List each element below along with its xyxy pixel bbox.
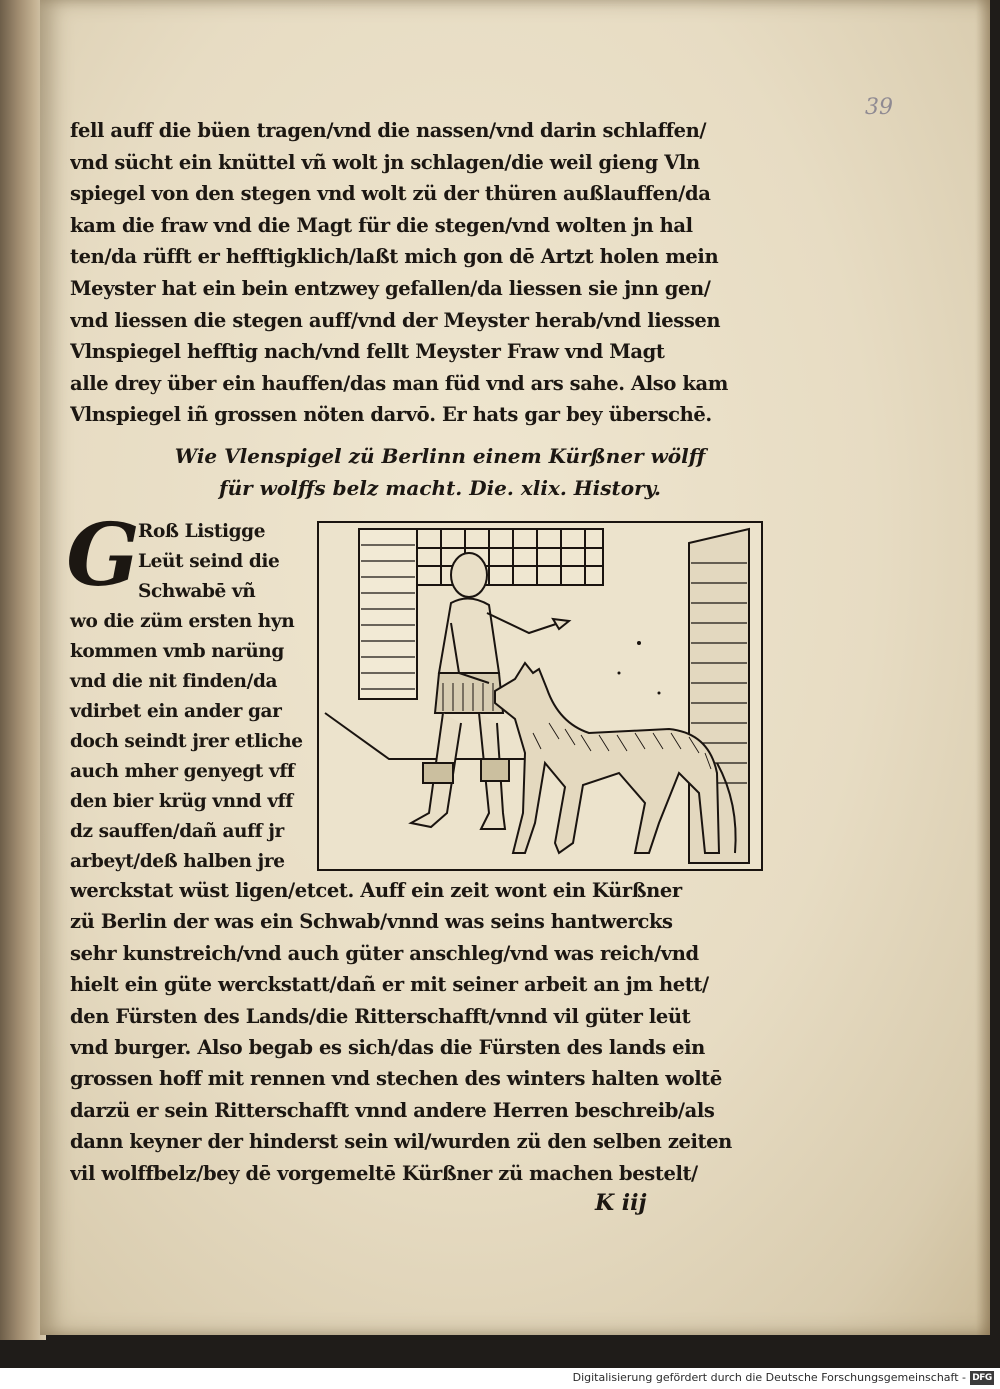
footer-bar bbox=[0, 1368, 1000, 1389]
text-line: vnd burger. Also begab es sich/das die Fürsten des lands ein bbox=[70, 1035, 705, 1059]
text-line: Meyster hat ein bein entzwey gefallen/da liessen sie jnn gen/ bbox=[70, 276, 711, 300]
dfg-logo-icon[interactable] bbox=[970, 1371, 994, 1385]
top-text-block bbox=[70, 115, 810, 431]
text-line: kam die fraw vnd die Magt für die stegen/vnd wolten jn hal bbox=[70, 213, 693, 237]
text-line: zü Berlin der was ein Schwab/vnnd was seins hantwercks bbox=[70, 910, 673, 934]
funding-notice: Digitalisierung gefördert durch die Deutsche Forschungsgemeinschaft - bbox=[572, 1371, 966, 1384]
text-line: grossen hoff mit rennen vnd stechen des winters halten woltē bbox=[70, 1067, 722, 1091]
text-line: spiegel von den stegen vnd wolt zü der thüren außlauffen/da bbox=[70, 182, 711, 206]
text-line: vil wolffbelz/bey dē vorgemeltē Kürßner zü machen bestelt/ bbox=[70, 1161, 698, 1185]
woodcut-speckles bbox=[618, 641, 661, 695]
signature-mark: K iij bbox=[595, 1190, 647, 1216]
text-line: ten/da rüfft er hefftigklich/laßt mich gon dē Artzt holen mein bbox=[70, 245, 719, 269]
bottom-text-block bbox=[70, 875, 810, 1189]
text-line: vnd liessen die stegen auff/vnd der Meyster herab/vnd liessen bbox=[70, 308, 721, 332]
heading-line: für wolffs belz macht. Die. xlix. History. bbox=[219, 476, 661, 500]
heading-line: Wie Vlenspigel zü Berlinn einem Kürßner wölff bbox=[174, 444, 706, 468]
text-line: dann keyner der hinderst sein wil/wurden zü den selben zeiten bbox=[70, 1130, 732, 1154]
window bbox=[417, 529, 603, 585]
text-line: darzü er sein Ritterschafft vnnd andere Herren beschreib/als bbox=[70, 1098, 715, 1122]
dfg-logo-text: DFG bbox=[972, 1373, 992, 1383]
text-line: Vlnspiegel iñ grossen nöten darvō. Er hats gar bey überschē. bbox=[70, 403, 712, 427]
text-line: den Fürsten des Lands/die Ritterschafft/vnnd vil güter leüt bbox=[70, 1004, 691, 1028]
woodcut-image bbox=[319, 523, 761, 869]
text-line: werckstat wüst ligen/etcet. Auff ein zeit wont ein Kürßner bbox=[70, 879, 682, 902]
right-pillar bbox=[689, 529, 749, 863]
decorated-initial: G bbox=[66, 505, 140, 606]
text-line: alle drey über ein hauffen/das man füd vnd ars sahe. Also kam bbox=[70, 371, 728, 395]
text-line: vnd sücht ein knüttel vñ wolt jn schlagen/die weil gieng Vln bbox=[70, 150, 700, 174]
chapter-heading bbox=[70, 440, 810, 504]
scanned-page: 39 fell auff die büen tragen/vnd die nassen/vnd darin schlaffen/ vnd sücht ein knüttel vñ wolt jn schlagen/die weil gieng Vln spiegel von den stegen vnd wolt zü der thüren außlauffen/da kam die fraw vnd die Magt für die stegen/vnd wolten jn hal ten/da rüfft er hefftigklich/laßt mich gon dē Artzt holen mein Meyster hat ein bein entzwey gefallen/da liessen sie jnn gen/ vnd liessen die stegen auff/vnd der Meyster herab/vnd liessen Vlnspiegel hefftig nach/vnd fellt Meyster Fraw vnd Magt alle drey über ein hauffen/das man füd vnd ars sahe. Also kam Vlnspiegel iñ grossen nöten darvō. Er hats gar bey überschē. Wie Vlenspigel zü Berlinn einem Kürßner wölff für wolffs belz macht. Die. xlix. History. G Roß Listigge Leüt seind die Schwabē vñ wo die züm ersten hyn kommen vmb narüng vnd die nit finden/da vdirbet ein ander gar doch seindt jrer etliche auch mher genyegt vff den bier krüg vnnd vff dz sauffen/dañ auff jr arbeyt/deß halben jre werckstat wüst ligen/etcet. Auff ein zeit wont ein Kürßner zü Berlin der was ein Schwab/vnnd was seins hantwercks sehr kunstreich/vnd auch güter anschleg/vnd was reich/vnd hielt ein güte werckstatt/dañ er mit seiner arbeit an jm hett/ den Fürsten des Lands/die Ritterschafft/vnnd vil güter leüt vnd burger. Also begab es sich/das die Fürsten des lands ein grossen hoff mit rennen vnd stechen des winters halten woltē darzü er sein Ritterschafft vnnd andere Herren beschreib/als dann keyner der hinderst sein wil/wurden zü den selben zeiten vil wolffbelz/bey dē vorgemeltē Kürßner zü machen bestelt/ K iij bbox=[40, 0, 990, 1335]
text-line: fell auff die büen tragen/vnd die nassen/vnd darin schlaffen/ bbox=[70, 119, 707, 142]
text-line: Vlnspiegel hefftig nach/vnd fellt Meyster Fraw vnd Magt bbox=[70, 340, 665, 364]
woodcut-illustration bbox=[317, 521, 763, 871]
text-line: sehr kunstreich/vnd auch güter anschleg/vnd was reich/vnd bbox=[70, 941, 699, 965]
page-edge-shadow bbox=[976, 0, 990, 1335]
folio-number: 39 bbox=[865, 95, 893, 120]
text-line: hielt ein güte werckstatt/dañ er mit seiner arbeit an jm hett/ bbox=[70, 973, 709, 997]
